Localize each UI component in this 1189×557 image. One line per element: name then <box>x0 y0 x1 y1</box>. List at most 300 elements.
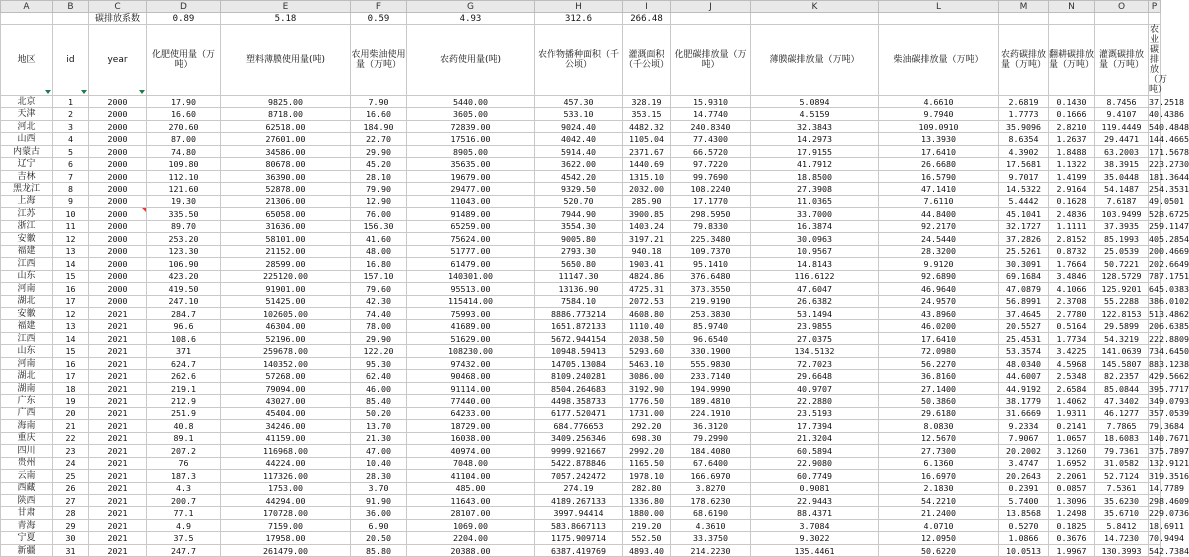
data-cell[interactable]: 4482.32 <box>623 120 671 132</box>
data-cell[interactable]: 4.5159 <box>751 108 879 120</box>
coefficient-cell[interactable]: 4.93 <box>407 13 535 25</box>
data-cell[interactable]: 1.4062 <box>1049 395 1095 407</box>
header-cell[interactable] <box>1 25 53 96</box>
data-cell[interactable]: 2000 <box>89 170 147 182</box>
data-cell[interactable]: 2204.00 <box>407 532 535 544</box>
data-cell[interactable]: 1651.872133 <box>535 320 623 332</box>
data-cell[interactable]: 11 <box>53 220 89 232</box>
data-cell[interactable]: 552.50 <box>623 532 671 544</box>
region-cell[interactable]: 辽宁 <box>1 158 53 170</box>
column-letter-O[interactable]: O <box>1095 1 1149 13</box>
data-cell[interactable]: 62.40 <box>351 370 407 382</box>
data-cell[interactable]: 145.5807 <box>1095 357 1149 369</box>
data-cell[interactable]: 5.4442 <box>999 195 1049 207</box>
data-cell[interactable]: 583.8667113 <box>535 519 623 531</box>
data-cell[interactable]: 14.7789 <box>1149 483 1184 494</box>
data-cell[interactable]: 2021 <box>89 507 147 519</box>
data-cell[interactable]: 1.3096 <box>1049 495 1095 507</box>
empty-cell[interactable] <box>1049 13 1095 25</box>
data-cell[interactable]: 4.3610 <box>671 519 751 531</box>
data-cell[interactable]: 65058.00 <box>221 208 351 220</box>
column-letter-D[interactable]: D <box>147 1 221 13</box>
data-cell[interactable]: 21.3204 <box>751 432 879 444</box>
data-cell[interactable]: 4.1066 <box>1049 283 1095 295</box>
data-cell[interactable]: 1.1322 <box>1049 158 1095 170</box>
data-cell[interactable]: 20.2002 <box>999 445 1049 457</box>
filter-dropdown-icon[interactable] <box>45 90 51 94</box>
data-cell[interactable]: 22 <box>53 432 89 444</box>
data-cell[interactable]: 0.1825 <box>1049 519 1095 531</box>
data-cell[interactable]: 2000 <box>89 233 147 245</box>
data-cell[interactable]: 30 <box>53 532 89 544</box>
data-cell[interactable]: 72.7023 <box>751 357 879 369</box>
data-cell[interactable]: 35.9096 <box>999 120 1049 132</box>
data-cell[interactable]: 0.5164 <box>1049 320 1095 332</box>
data-cell[interactable]: 77.1 <box>147 507 221 519</box>
data-cell[interactable]: 21306.00 <box>221 195 351 207</box>
column-letter-H[interactable]: H <box>535 1 623 13</box>
data-cell[interactable]: 109.0910 <box>879 120 999 132</box>
data-cell[interactable]: 3086.00 <box>623 370 671 382</box>
data-cell[interactable]: 26 <box>53 482 89 494</box>
data-cell[interactable]: 47.6047 <box>751 283 879 295</box>
data-cell[interactable]: 184.90 <box>351 120 407 132</box>
data-cell[interactable]: 21 <box>53 420 89 432</box>
data-cell[interactable]: 292.20 <box>623 420 671 432</box>
data-cell[interactable]: 253.3830 <box>671 307 751 319</box>
region-cell[interactable]: 天津 <box>1 108 53 120</box>
data-cell[interactable]: 13.8568 <box>999 507 1049 519</box>
data-cell[interactable]: 37.4645 <box>999 307 1049 319</box>
data-cell[interactable]: 47.3402 <box>1095 395 1149 407</box>
data-cell[interactable]: 240.8340 <box>671 120 751 132</box>
region-cell[interactable]: 重庆 <box>1 432 53 444</box>
data-cell[interactable]: 533.10 <box>535 108 623 120</box>
coefficient-cell[interactable]: 0.59 <box>351 13 407 25</box>
data-cell[interactable]: 1336.80 <box>623 495 671 507</box>
data-cell[interactable]: 23.9855 <box>751 320 879 332</box>
data-cell[interactable]: 8.0830 <box>879 420 999 432</box>
data-cell[interactable]: 32.1727 <box>999 220 1049 232</box>
data-cell[interactable]: 37.2518 <box>1149 96 1184 107</box>
data-cell[interactable]: 29.6180 <box>879 407 999 419</box>
header-cell[interactable] <box>221 25 351 96</box>
data-cell[interactable]: 5422.878846 <box>535 457 623 469</box>
region-cell[interactable]: 江苏 <box>1 208 53 220</box>
data-cell[interactable]: 7 <box>53 170 89 182</box>
header-cell[interactable] <box>147 25 221 96</box>
data-cell[interactable]: 112.10 <box>147 170 221 182</box>
data-cell[interactable]: 2000 <box>89 96 147 108</box>
data-cell[interactable]: 18.6083 <box>1095 432 1149 444</box>
data-cell[interactable]: 25 <box>53 470 89 482</box>
data-cell[interactable]: 47.00 <box>351 445 407 457</box>
data-cell[interactable]: 4.5968 <box>1049 357 1095 369</box>
data-cell[interactable]: 28 <box>53 507 89 519</box>
data-cell[interactable]: 1.4199 <box>1049 170 1095 182</box>
data-cell[interactable]: 1776.50 <box>623 395 671 407</box>
data-cell[interactable]: 18 <box>53 382 89 394</box>
data-cell[interactable]: 45.20 <box>351 158 407 170</box>
data-cell[interactable]: 555.9830 <box>671 357 751 369</box>
data-cell[interactable]: 109.80 <box>147 158 221 170</box>
data-cell[interactable]: 44294.00 <box>221 495 351 507</box>
data-cell[interactable]: 6 <box>53 158 89 170</box>
empty-cell[interactable] <box>751 13 879 25</box>
data-cell[interactable]: 106.90 <box>147 258 221 270</box>
data-cell[interactable]: 2.2061 <box>1049 470 1095 482</box>
data-cell[interactable]: 13 <box>53 320 89 332</box>
data-cell[interactable]: 11043.00 <box>407 195 535 207</box>
data-cell[interactable]: 202.6649 <box>1149 258 1189 269</box>
data-cell[interactable]: 7.7865 <box>1095 420 1149 432</box>
data-cell[interactable]: 2992.20 <box>623 445 671 457</box>
data-cell[interactable]: 419.50 <box>147 283 221 295</box>
data-cell[interactable]: 47.1410 <box>879 183 999 195</box>
data-cell[interactable]: 3192.90 <box>623 382 671 394</box>
header-cell[interactable] <box>999 25 1049 96</box>
data-cell[interactable]: 33.3750 <box>671 532 751 544</box>
data-cell[interactable]: 53.1494 <box>751 307 879 319</box>
data-cell[interactable]: 207.2 <box>147 445 221 457</box>
data-cell[interactable]: 46.1277 <box>1095 407 1149 419</box>
data-cell[interactable]: 25.4531 <box>999 332 1049 344</box>
data-cell[interactable]: 22.70 <box>351 133 407 145</box>
data-cell[interactable]: 27.7300 <box>879 445 999 457</box>
data-cell[interactable]: 270.60 <box>147 120 221 132</box>
data-cell[interactable]: 17958.00 <box>221 532 351 544</box>
data-cell[interactable]: 15 <box>53 270 89 282</box>
data-cell[interactable]: 21.30 <box>351 432 407 444</box>
data-cell[interactable]: 4893.40 <box>623 544 671 556</box>
data-cell[interactable]: 3409.256346 <box>535 432 623 444</box>
data-cell[interactable]: 28599.00 <box>221 258 351 270</box>
data-cell[interactable]: 9329.50 <box>535 183 623 195</box>
data-cell[interactable]: 2000 <box>89 208 147 220</box>
column-letter-F[interactable]: F <box>351 1 407 13</box>
header-cell[interactable] <box>751 25 879 96</box>
header-cell[interactable] <box>879 25 999 96</box>
data-cell[interactable]: 262.6 <box>147 370 221 382</box>
data-cell[interactable]: 21152.00 <box>221 245 351 257</box>
data-cell[interactable]: 19 <box>53 395 89 407</box>
region-cell[interactable]: 海南 <box>1 420 53 432</box>
data-cell[interactable]: 14705.13084 <box>535 357 623 369</box>
data-cell[interactable]: 48.0340 <box>999 357 1049 369</box>
data-cell[interactable]: 2.3708 <box>1049 295 1095 307</box>
data-cell[interactable]: 184.4080 <box>671 445 751 457</box>
data-cell[interactable]: 46.00 <box>351 382 407 394</box>
data-cell[interactable]: 79094.00 <box>221 382 351 394</box>
data-cell[interactable]: 140301.00 <box>407 270 535 282</box>
data-cell[interactable]: 15 <box>53 345 89 357</box>
data-cell[interactable]: 2021 <box>89 432 147 444</box>
data-cell[interactable]: 27.3908 <box>751 183 879 195</box>
empty-cell[interactable] <box>879 13 999 25</box>
data-cell[interactable]: 7.6187 <box>1095 195 1149 207</box>
data-cell[interactable]: 15.9310 <box>671 96 751 108</box>
data-cell[interactable]: 485.00 <box>407 482 535 494</box>
data-cell[interactable]: 254.3531 <box>1149 184 1189 195</box>
data-cell[interactable]: 92.2170 <box>879 220 999 232</box>
data-cell[interactable]: 37.3935 <box>1095 220 1149 232</box>
data-cell[interactable]: 0.2141 <box>1049 420 1095 432</box>
data-cell[interactable]: 2021 <box>89 445 147 457</box>
data-cell[interactable]: 2 <box>53 108 89 120</box>
data-cell[interactable]: 40.8 <box>147 420 221 432</box>
data-cell[interactable]: 1753.00 <box>221 482 351 494</box>
data-cell[interactable]: 44224.00 <box>221 457 351 469</box>
data-cell[interactable]: 79.8330 <box>671 220 751 232</box>
data-cell[interactable]: 5293.60 <box>623 345 671 357</box>
data-cell[interactable]: 457.30 <box>535 96 623 108</box>
data-cell[interactable]: 1.0866 <box>999 532 1049 544</box>
data-cell[interactable]: 9.9120 <box>879 258 999 270</box>
data-cell[interactable]: 77440.00 <box>407 395 535 407</box>
data-cell[interactable]: 102605.00 <box>221 307 351 319</box>
data-cell[interactable]: 22.9080 <box>751 457 879 469</box>
data-cell[interactable]: 40.9707 <box>751 382 879 394</box>
region-cell[interactable]: 浙江 <box>1 220 53 232</box>
data-cell[interactable]: 121.60 <box>147 183 221 195</box>
data-cell[interactable]: 40.4386 <box>1149 109 1184 120</box>
data-cell[interactable]: 46.9640 <box>879 283 999 295</box>
header-cell[interactable] <box>89 25 147 96</box>
region-cell[interactable]: 山西 <box>1 133 53 145</box>
data-cell[interactable]: 0.8732 <box>1049 245 1095 257</box>
data-cell[interactable]: 5650.80 <box>535 258 623 270</box>
data-cell[interactable]: 14 <box>53 332 89 344</box>
data-cell[interactable]: 7159.00 <box>221 519 351 531</box>
data-cell[interactable]: 13 <box>53 245 89 257</box>
data-cell[interactable]: 0.0857 <box>1049 482 1095 494</box>
data-cell[interactable]: 45.1041 <box>999 208 1049 220</box>
data-cell[interactable]: 371 <box>147 345 221 357</box>
data-cell[interactable]: 3900.85 <box>623 208 671 220</box>
data-cell[interactable]: 5.0894 <box>751 96 879 108</box>
data-cell[interactable]: 11147.30 <box>535 270 623 282</box>
data-cell[interactable]: 40974.00 <box>407 445 535 457</box>
data-cell[interactable]: 11643.00 <box>407 495 535 507</box>
data-cell[interactable]: 116.6122 <box>751 270 879 282</box>
data-cell[interactable]: 103.9499 <box>1095 208 1149 220</box>
data-cell[interactable]: 8.6354 <box>999 133 1049 145</box>
data-cell[interactable]: 206.6385 <box>1149 321 1189 332</box>
data-cell[interactable]: 2021 <box>89 407 147 419</box>
data-cell[interactable]: 13136.90 <box>535 283 623 295</box>
column-letter-N[interactable]: N <box>1049 1 1095 13</box>
data-cell[interactable]: 65259.00 <box>407 220 535 232</box>
data-cell[interactable]: 14.2973 <box>751 133 879 145</box>
header-cell[interactable] <box>1049 25 1095 96</box>
data-cell[interactable]: 1440.69 <box>623 158 671 170</box>
data-cell[interactable]: 9.4107 <box>1095 108 1149 120</box>
header-cell[interactable] <box>623 25 671 96</box>
data-cell[interactable]: 5.7400 <box>999 495 1049 507</box>
column-letter-P[interactable]: P <box>1149 1 1161 13</box>
data-cell[interactable]: 1.2498 <box>1049 507 1095 519</box>
data-cell[interactable]: 298.4609 <box>1149 495 1189 506</box>
data-cell[interactable]: 55.2288 <box>1095 295 1149 307</box>
data-cell[interactable]: 50.6220 <box>879 544 999 556</box>
data-cell[interactable]: 17.1770 <box>671 195 751 207</box>
data-cell[interactable]: 1.2637 <box>1049 133 1095 145</box>
data-cell[interactable]: 144.4665 <box>1149 134 1189 145</box>
data-cell[interactable]: 75624.00 <box>407 233 535 245</box>
data-cell[interactable]: 46304.00 <box>221 320 351 332</box>
data-cell[interactable]: 17.6410 <box>879 145 999 157</box>
data-cell[interactable]: 7584.10 <box>535 295 623 307</box>
data-cell[interactable]: 56.8991 <box>999 295 1049 307</box>
data-cell[interactable]: 429.5662 <box>1149 371 1189 382</box>
data-cell[interactable]: 41689.00 <box>407 320 535 332</box>
data-cell[interactable]: 1403.24 <box>623 220 671 232</box>
data-cell[interactable]: 29477.00 <box>407 183 535 195</box>
data-cell[interactable]: 89.1 <box>147 432 221 444</box>
data-cell[interactable]: 10 <box>53 208 89 220</box>
data-cell[interactable]: 34246.00 <box>221 420 351 432</box>
region-cell[interactable]: 安徽 <box>1 307 53 319</box>
data-cell[interactable]: 9.7017 <box>999 170 1049 182</box>
data-cell[interactable]: 20.2643 <box>999 470 1049 482</box>
data-cell[interactable]: 4.6610 <box>879 96 999 108</box>
data-cell[interactable]: 2021 <box>89 320 147 332</box>
data-cell[interactable]: 70.9494 <box>1149 533 1184 544</box>
data-cell[interactable]: 734.6450 <box>1149 346 1189 357</box>
data-cell[interactable]: 2.7780 <box>1049 307 1095 319</box>
data-cell[interactable]: 67.6400 <box>671 457 751 469</box>
data-cell[interactable]: 52196.00 <box>221 332 351 344</box>
data-cell[interactable]: 2000 <box>89 245 147 257</box>
data-cell[interactable]: 45404.00 <box>221 407 351 419</box>
data-cell[interactable]: 16.80 <box>351 258 407 270</box>
data-cell[interactable]: 97.7220 <box>671 158 751 170</box>
data-cell[interactable]: 212.9 <box>147 395 221 407</box>
data-cell[interactable]: 259.1147 <box>1149 221 1189 232</box>
data-cell[interactable]: 10.40 <box>351 457 407 469</box>
data-cell[interactable]: 261479.00 <box>221 544 351 556</box>
data-cell[interactable]: 2.1830 <box>879 482 999 494</box>
data-cell[interactable]: 328.19 <box>623 96 671 108</box>
data-cell[interactable]: 624.7 <box>147 357 221 369</box>
data-cell[interactable]: 8886.773214 <box>535 307 623 319</box>
data-cell[interactable]: 28.3200 <box>879 245 999 257</box>
data-cell[interactable]: 17.90 <box>147 96 221 108</box>
data-cell[interactable]: 5672.944154 <box>535 332 623 344</box>
data-cell[interactable]: 51629.00 <box>407 332 535 344</box>
data-cell[interactable]: 36390.00 <box>221 170 351 182</box>
region-cell[interactable]: 河南 <box>1 357 53 369</box>
data-cell[interactable]: 166.6970 <box>671 470 751 482</box>
data-cell[interactable]: 37.5 <box>147 532 221 544</box>
column-letter-J[interactable]: J <box>671 1 751 13</box>
data-cell[interactable]: 3.4846 <box>1049 270 1095 282</box>
data-cell[interactable]: 69.1684 <box>999 270 1049 282</box>
data-cell[interactable]: 2000 <box>89 220 147 232</box>
data-cell[interactable]: 30.0963 <box>751 233 879 245</box>
region-cell[interactable]: 云南 <box>1 470 53 482</box>
data-cell[interactable]: 20 <box>53 407 89 419</box>
data-cell[interactable]: 78.00 <box>351 320 407 332</box>
data-cell[interactable]: 6.90 <box>351 519 407 531</box>
data-cell[interactable]: 7057.242472 <box>535 470 623 482</box>
region-cell[interactable]: 四川 <box>1 445 53 457</box>
data-cell[interactable]: 200.7 <box>147 495 221 507</box>
data-cell[interactable]: 349.0793 <box>1149 395 1189 406</box>
column-letter-B[interactable]: B <box>53 1 89 13</box>
region-cell[interactable]: 江西 <box>1 258 53 270</box>
data-cell[interactable]: 2000 <box>89 258 147 270</box>
data-cell[interactable]: 2.6819 <box>999 96 1049 108</box>
data-cell[interactable]: 520.70 <box>535 195 623 207</box>
data-cell[interactable]: 50.3860 <box>879 395 999 407</box>
data-cell[interactable]: 9.2334 <box>999 420 1049 432</box>
column-letter-M[interactable]: M <box>999 1 1049 13</box>
data-cell[interactable]: 298.5950 <box>671 208 751 220</box>
data-cell[interactable]: 178.6230 <box>671 495 751 507</box>
data-cell[interactable]: 125.9201 <box>1095 283 1149 295</box>
data-cell[interactable]: 29 <box>53 519 89 531</box>
data-cell[interactable]: 35.0448 <box>1095 170 1149 182</box>
data-cell[interactable]: 140352.00 <box>221 357 351 369</box>
region-cell[interactable]: 江西 <box>1 332 53 344</box>
data-cell[interactable]: 41104.00 <box>407 470 535 482</box>
data-cell[interactable]: 17.5681 <box>999 158 1049 170</box>
header-cell[interactable] <box>407 25 535 96</box>
filter-dropdown-icon[interactable] <box>81 90 87 94</box>
data-cell[interactable]: 1.8488 <box>1049 145 1095 157</box>
data-cell[interactable]: 41.60 <box>351 233 407 245</box>
data-cell[interactable]: 20.50 <box>351 532 407 544</box>
data-cell[interactable]: 28107.00 <box>407 507 535 519</box>
data-cell[interactable]: 134.5132 <box>751 345 879 357</box>
data-cell[interactable]: 5 <box>53 145 89 157</box>
data-cell[interactable]: 87.00 <box>147 133 221 145</box>
region-cell[interactable]: 广西 <box>1 407 53 419</box>
data-cell[interactable]: 2000 <box>89 120 147 132</box>
data-cell[interactable]: 4.3902 <box>999 145 1049 157</box>
data-cell[interactable]: 43027.00 <box>221 395 351 407</box>
data-cell[interactable]: 2021 <box>89 382 147 394</box>
data-cell[interactable]: 85.40 <box>351 395 407 407</box>
data-cell[interactable]: 17516.00 <box>407 133 535 145</box>
data-cell[interactable]: 8905.00 <box>407 145 535 157</box>
data-cell[interactable]: 4498.358733 <box>535 395 623 407</box>
data-cell[interactable]: 1315.10 <box>623 170 671 182</box>
data-cell[interactable]: 2021 <box>89 544 147 556</box>
column-letter-I[interactable]: I <box>623 1 671 13</box>
data-cell[interactable]: 3997.94414 <box>535 507 623 519</box>
data-cell[interactable]: 2000 <box>89 108 147 120</box>
data-cell[interactable]: 13.3930 <box>879 133 999 145</box>
data-cell[interactable]: 99.7690 <box>671 170 751 182</box>
data-cell[interactable]: 29.90 <box>351 145 407 157</box>
data-cell[interactable]: 170728.00 <box>221 507 351 519</box>
region-cell[interactable]: 内蒙古 <box>1 145 53 157</box>
data-cell[interactable]: 2.5348 <box>1049 370 1095 382</box>
data-cell[interactable]: 4608.80 <box>623 307 671 319</box>
data-cell[interactable]: 79.90 <box>351 183 407 195</box>
data-cell[interactable]: 27.0375 <box>751 332 879 344</box>
region-cell[interactable]: 西藏 <box>1 482 53 494</box>
data-cell[interactable]: 219.20 <box>623 519 671 531</box>
region-cell[interactable]: 新疆 <box>1 544 53 556</box>
data-cell[interactable]: 2021 <box>89 495 147 507</box>
data-cell[interactable]: 528.6725 <box>1149 208 1189 219</box>
header-cell[interactable] <box>53 25 89 96</box>
data-cell[interactable]: 223.2730 <box>1149 159 1189 170</box>
data-cell[interactable]: 3554.30 <box>535 220 623 232</box>
